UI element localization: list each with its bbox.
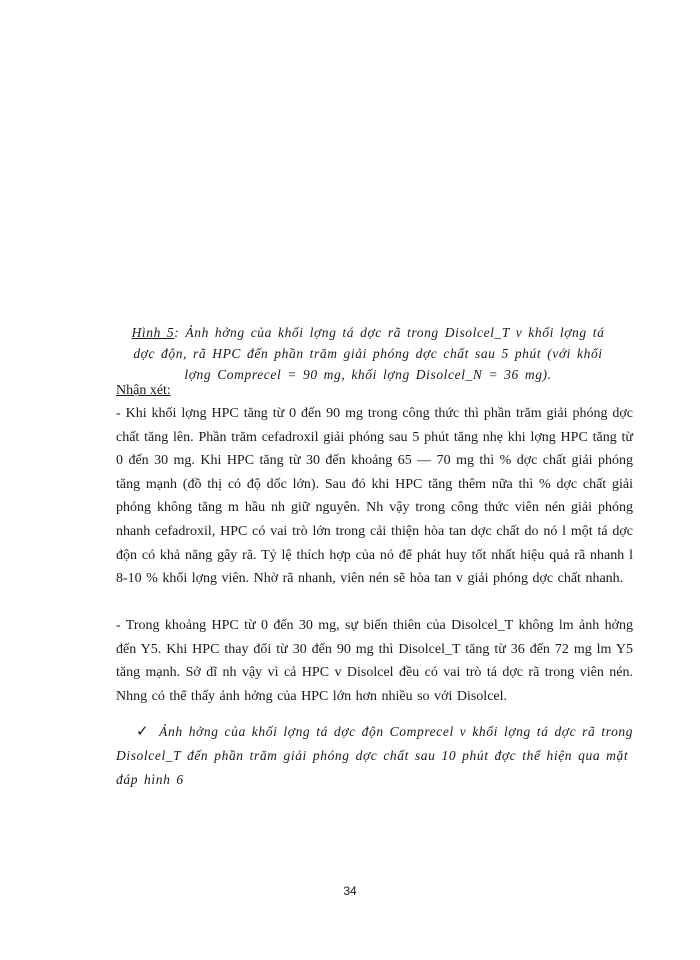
bullet-text: Ảnh hởng của khối lợng tá dợc độn Comprecel v khối lợng tá dợc rã trong Disolcel_T đến phần trăm giải phóng dợc chất sau 10 phút đợc thể hiện qua mặt đáp hình 6 bbox=[116, 724, 634, 787]
checkmark-icon: ✓ bbox=[136, 724, 150, 740]
remarks-paragraph-2: - Trong khoảng HPC từ 0 đến 30 mg, sự biến thiên của Disolcel_T không lm ảnh hởng đến Y5. Khi HPC thay đổi từ 30 đến 90 mg thì Disolcel_T tăng từ 36 đến 72 mg lm Y5 tăng mạnh. Sở dĩ nh vậy vì cả HPC v Disolcel đều có vai trò tá dợc rã trong viên nén. Nhng có thể thấy ảnh hởng của HPC lớn hơn nhiều so với Disolcel. bbox=[116, 618, 633, 704]
page-number: 34 bbox=[343, 884, 357, 898]
figure-label: Hình 5 bbox=[131, 325, 175, 340]
remarks-paragraph-1: - Khi khối lợng HPC tăng từ 0 đến 90 mg trong công thức thì phần trăm giải phóng dợc chất tăng lên. Phần trăm cefadroxil giải phóng sau 5 phút tăng nhẹ khi lợng HPC tăng từ 0 đến 30 mg. Khi HPC tăng từ 30 đến khoảng 65 — 70 mg thì % dợc chất giải phóng tăng mạnh (đồ thị có độ dốc lớn). Sau đó khi HPC tăng thêm nữa thì % dợc chất giải phóng không tăng m hầu nh giữ nguyên. Nh vậy trong công thức viên nén giải phóng nhanh cefadroxil, HPC có vai trò lớn trong cải thiện hòa tan dợc chất do nó l một tá dợc độn có khả năng gây rã. Tỷ lệ thích hợp của nó để phát huy tốt nhất hiệu quả rã nhanh l 8-10 % khối lợng viên. Nhờ rã nhanh, viên nén sẽ hòa tan v giải phóng dợc chất nhanh. bbox=[116, 406, 633, 587]
figure-caption-text: : Ảnh hởng của khối lợng tá dợc rã trong Disolcel_T v khối lợng tá dợc độn, rã HPC đến phần trăm giải phóng dợc chất sau 5 phút (với khối lợng Comprecel = 90 mg, khối lợng Disolcel_N = 36 mg). bbox=[133, 325, 605, 382]
figure-area bbox=[100, 60, 620, 300]
remarks-heading: Nhận xét: bbox=[116, 383, 171, 398]
bullet-item bbox=[116, 720, 636, 792]
figure-caption bbox=[118, 322, 618, 385]
